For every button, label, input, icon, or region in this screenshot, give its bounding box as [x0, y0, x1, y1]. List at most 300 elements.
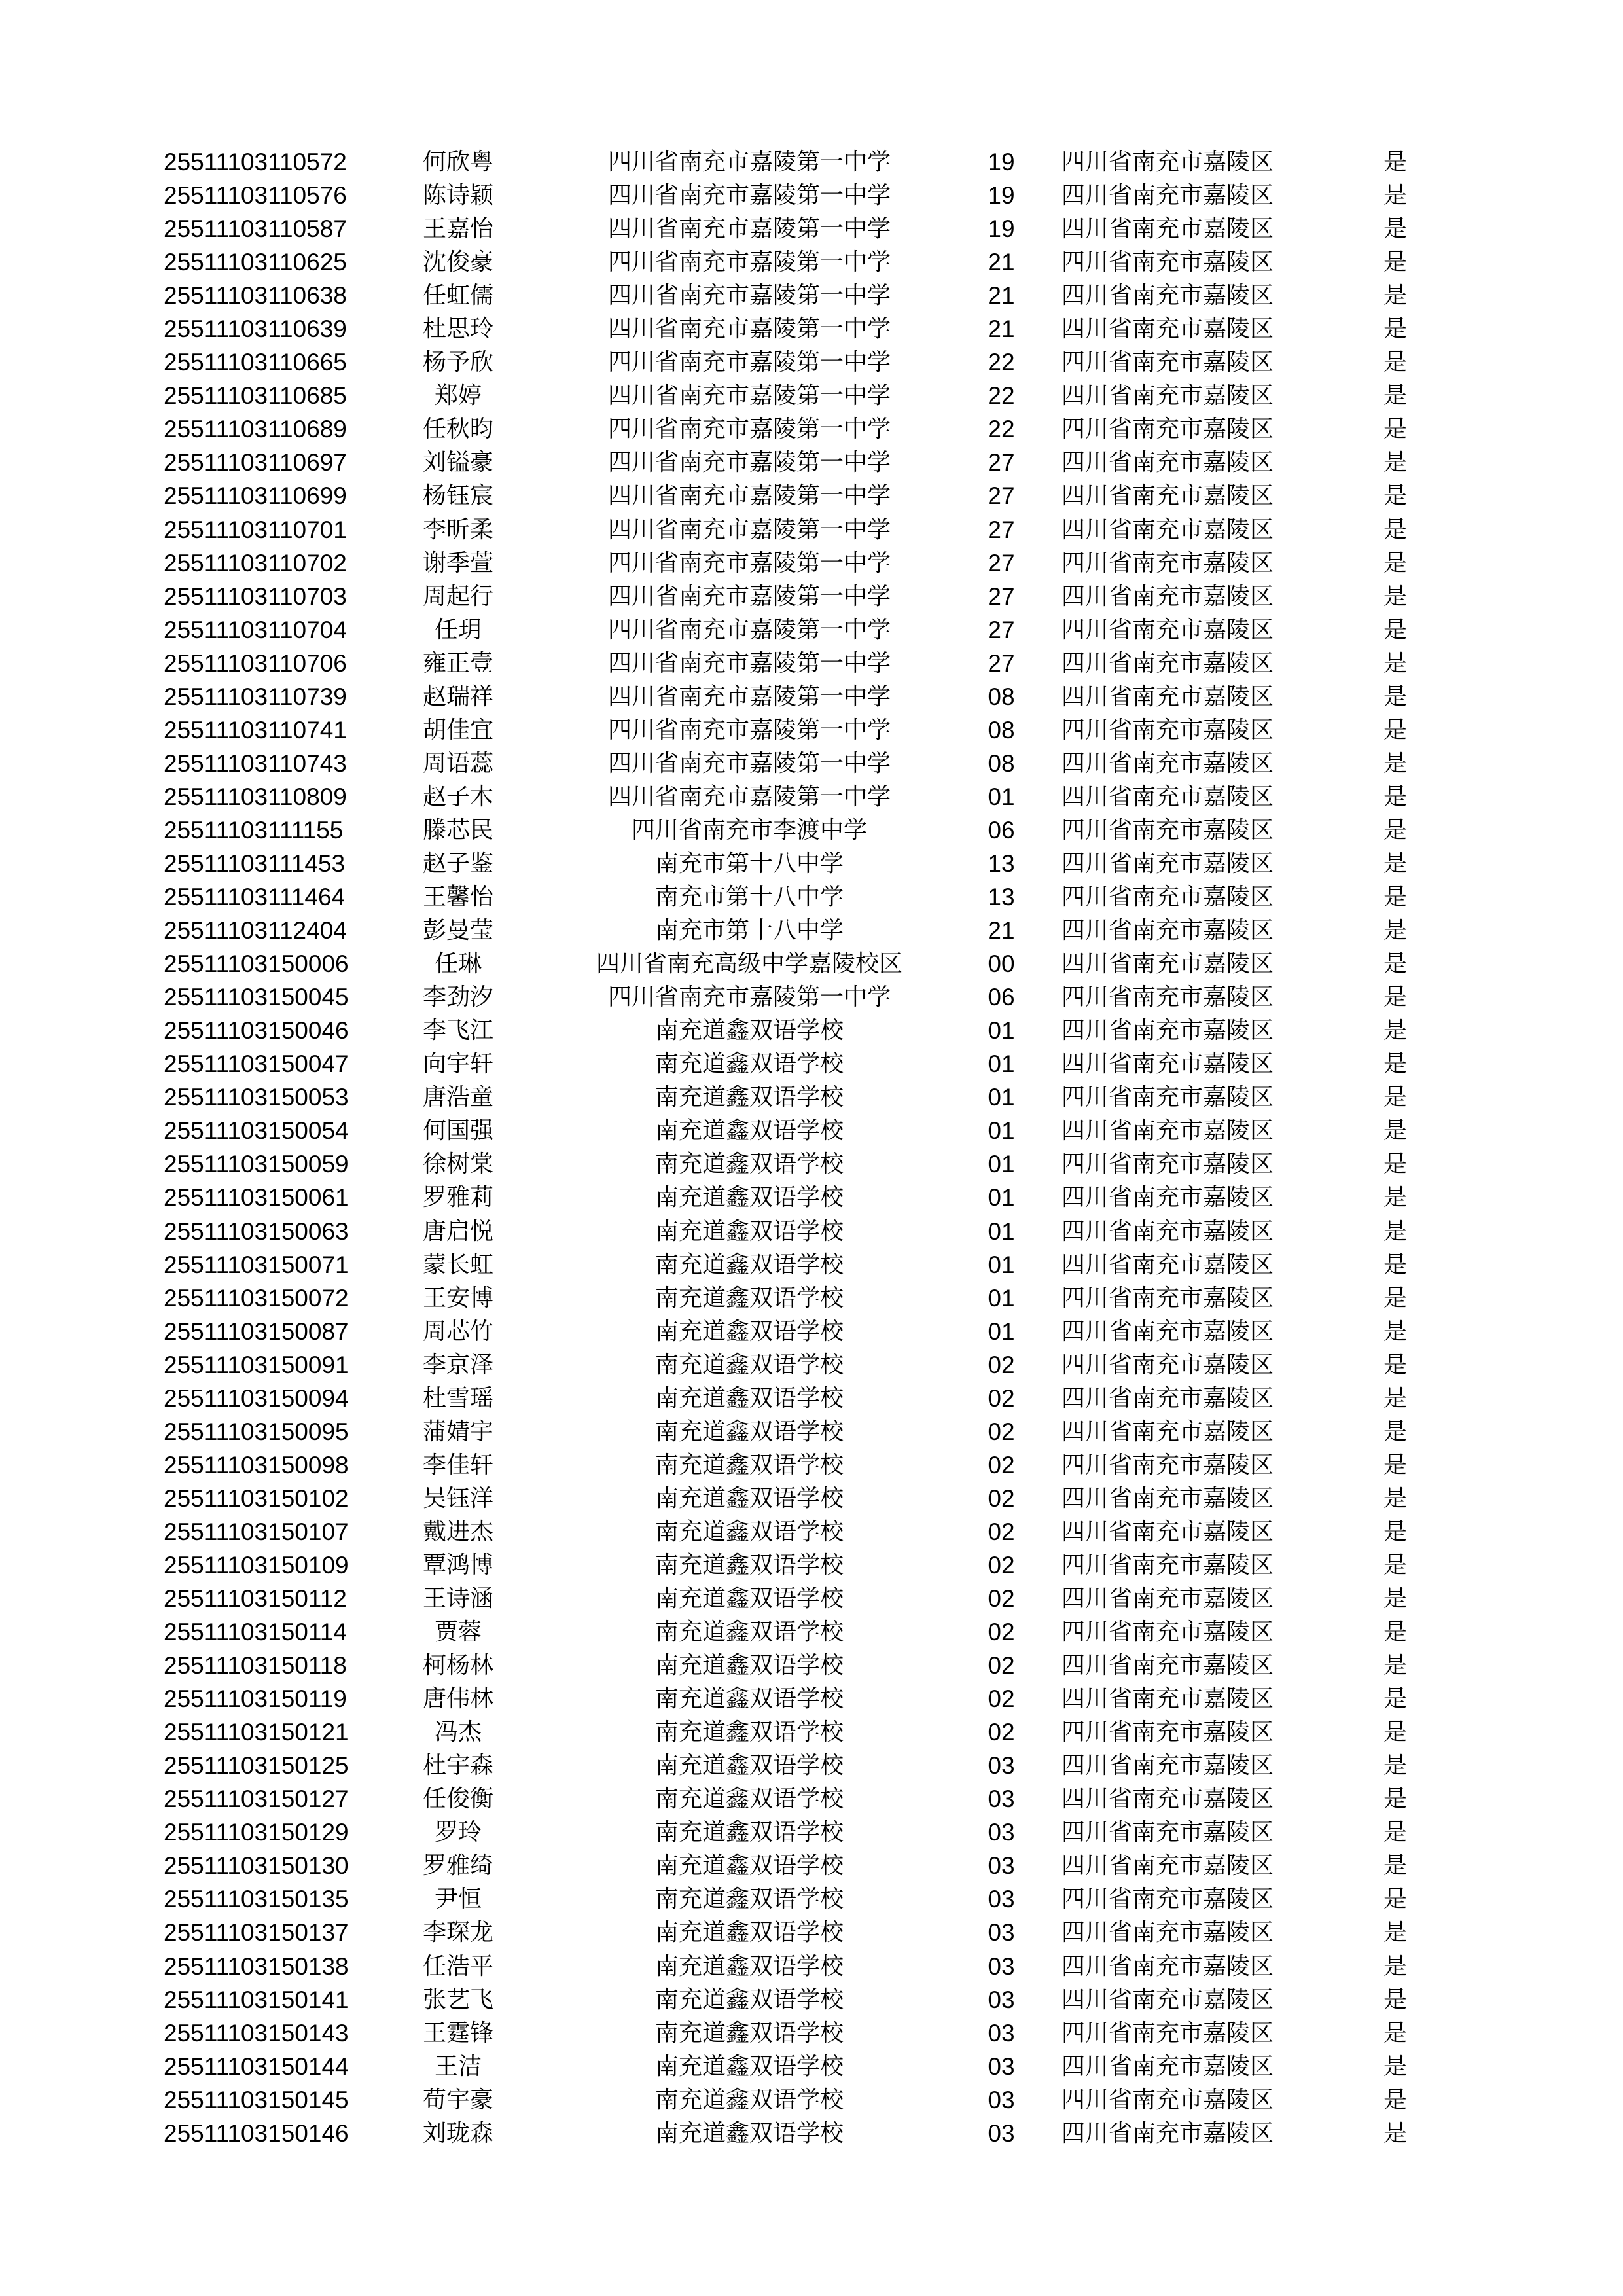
region: 四川省南充市嘉陵区 [1061, 2119, 1274, 2147]
student-name: 任秋昀 [422, 416, 493, 443]
class-number: 08 [988, 716, 1015, 744]
table-row [0, 747, 1623, 780]
table-row [0, 1749, 1623, 1782]
class-number: 27 [988, 449, 1015, 476]
region: 四川省南充市嘉陵区 [1061, 1318, 1274, 1345]
class-number: 22 [988, 382, 1015, 410]
region: 四川省南充市嘉陵区 [1061, 1852, 1274, 1880]
student-id: 25511103110638 [164, 282, 347, 310]
student-id: 25511103150107 [164, 1518, 349, 1545]
student-name: 唐浩童 [422, 1084, 493, 1111]
table-row [0, 1882, 1623, 1916]
school-name: 南充道鑫双语学校 [654, 2019, 844, 2047]
school-name: 四川省南充市嘉陵第一中学 [607, 149, 891, 175]
region: 四川省南充市嘉陵区 [1061, 649, 1274, 677]
table-row [0, 780, 1623, 814]
table-row [0, 713, 1623, 747]
region: 四川省南充市嘉陵区 [1061, 382, 1274, 410]
region: 四川省南充市嘉陵区 [1061, 249, 1274, 276]
region: 四川省南充市嘉陵区 [1061, 1551, 1274, 1579]
class-number: 13 [988, 850, 1015, 877]
class-number: 27 [988, 583, 1015, 610]
student-name: 杜思玲 [422, 315, 493, 343]
class-number: 02 [988, 1551, 1015, 1579]
school-name: 南充道鑫双语学校 [654, 1418, 844, 1445]
status-flag: 是 [1383, 583, 1408, 610]
status-flag: 是 [1383, 349, 1408, 376]
status-flag: 是 [1383, 1418, 1408, 1445]
class-number: 21 [988, 249, 1015, 276]
school-name: 四川省南充市李渡中学 [631, 816, 867, 844]
student-id: 25511103111464 [164, 884, 346, 911]
table-row [0, 479, 1623, 512]
school-name: 南充道鑫双语学校 [654, 1886, 844, 1913]
student-id: 25511103150091 [164, 1351, 349, 1378]
table-row [0, 1315, 1623, 1348]
class-number: 02 [988, 1418, 1015, 1445]
student-name: 谢季萱 [422, 549, 493, 577]
student-name: 张艺飞 [422, 1986, 493, 2013]
school-name: 南充道鑫双语学校 [654, 2053, 844, 2080]
table-row [0, 814, 1623, 847]
status-flag: 是 [1383, 1151, 1408, 1178]
school-name: 四川省南充市嘉陵第一中学 [607, 215, 891, 243]
student-id: 25511103150143 [164, 2019, 349, 2047]
school-name: 南充道鑫双语学校 [654, 1719, 844, 1746]
table-row [0, 1282, 1623, 1315]
school-name: 南充道鑫双语学校 [654, 1551, 844, 1579]
student-name: 王嘉怡 [422, 215, 493, 243]
class-number: 19 [988, 215, 1015, 243]
table-row [0, 2117, 1623, 2150]
region: 四川省南充市嘉陵区 [1061, 1217, 1274, 1245]
school-name: 南充道鑫双语学校 [654, 1652, 844, 1679]
status-flag: 是 [1383, 416, 1408, 443]
student-name: 罗雅绮 [422, 1852, 493, 1880]
student-id: 25511103150045 [164, 984, 349, 1011]
region: 四川省南充市嘉陵区 [1061, 850, 1274, 877]
student-id: 25511103110697 [164, 449, 347, 476]
table-row [0, 547, 1623, 580]
student-name: 覃鸿博 [422, 1551, 493, 1579]
region: 四川省南充市嘉陵区 [1061, 950, 1274, 978]
class-number: 22 [988, 416, 1015, 443]
table-row [0, 312, 1623, 346]
table-row [0, 1615, 1623, 1649]
table-row [0, 1081, 1623, 1114]
table-row [0, 1515, 1623, 1549]
student-name: 罗雅莉 [422, 1184, 493, 1211]
class-number: 03 [988, 1886, 1015, 1913]
table-row [0, 1849, 1623, 1882]
region: 四川省南充市嘉陵区 [1061, 1251, 1274, 1278]
status-flag: 是 [1383, 884, 1408, 911]
student-name: 李京泽 [422, 1351, 493, 1378]
student-name: 蒲婧宇 [422, 1418, 493, 1445]
table-row [0, 1582, 1623, 1615]
school-name: 四川省南充市嘉陵第一中学 [607, 482, 891, 510]
status-flag: 是 [1383, 1952, 1408, 1980]
class-number: 01 [988, 1284, 1015, 1312]
status-flag: 是 [1383, 182, 1408, 209]
student-id: 25511103110625 [164, 249, 347, 276]
table-row [0, 680, 1623, 713]
class-number: 01 [988, 1184, 1015, 1211]
class-number: 01 [988, 1017, 1015, 1045]
class-number: 03 [988, 2119, 1015, 2147]
school-name: 四川省南充市嘉陵第一中学 [607, 649, 891, 677]
region: 四川省南充市嘉陵区 [1061, 416, 1274, 443]
student-id: 25511103150054 [164, 1117, 349, 1145]
class-number: 13 [988, 884, 1015, 911]
status-flag: 是 [1383, 1752, 1408, 1780]
region: 四川省南充市嘉陵区 [1061, 583, 1274, 610]
student-id: 25511103150144 [164, 2053, 349, 2080]
school-name: 南充道鑫双语学校 [654, 1384, 844, 1412]
class-number: 02 [988, 1484, 1015, 1512]
status-flag: 是 [1383, 783, 1408, 810]
region: 四川省南充市嘉陵区 [1061, 917, 1274, 944]
school-name: 四川省南充市嘉陵第一中学 [607, 549, 891, 577]
school-name: 南充道鑫双语学校 [654, 1084, 844, 1111]
region: 四川省南充市嘉陵区 [1061, 1919, 1274, 1946]
student-name: 王霆锋 [422, 2019, 493, 2047]
student-name: 贾蓉 [434, 1619, 482, 1646]
student-name: 李琛龙 [422, 1919, 493, 1946]
student-id: 25511103110572 [164, 149, 347, 175]
table-row [0, 647, 1623, 680]
region: 四川省南充市嘉陵区 [1061, 1886, 1274, 1913]
status-flag: 是 [1383, 1484, 1408, 1512]
table-row [0, 1682, 1623, 1715]
student-name: 蒙长虹 [422, 1251, 493, 1278]
student-id: 25511103110704 [164, 616, 347, 643]
school-name: 四川省南充市嘉陵第一中学 [607, 616, 891, 643]
student-id: 25511103110689 [164, 416, 347, 443]
student-name: 彭曼莹 [422, 917, 493, 944]
class-number: 03 [988, 2086, 1015, 2113]
table-row [0, 914, 1623, 947]
status-flag: 是 [1383, 449, 1408, 476]
school-name: 四川省南充市嘉陵第一中学 [607, 416, 891, 443]
school-name: 南充道鑫双语学校 [654, 1017, 844, 1045]
class-number: 01 [988, 1117, 1015, 1145]
region: 四川省南充市嘉陵区 [1061, 1351, 1274, 1378]
student-id: 25511103150137 [164, 1919, 349, 1946]
table-row [0, 1816, 1623, 1849]
table-row [0, 1950, 1623, 1983]
student-id: 25511103150121 [164, 1719, 349, 1746]
student-id: 25511103150094 [164, 1384, 349, 1412]
table-row [0, 1181, 1623, 1214]
student-id: 25511103110703 [164, 583, 347, 610]
table-row [0, 179, 1623, 212]
table-row [0, 1415, 1623, 1448]
school-name: 南充道鑫双语学校 [654, 1484, 844, 1512]
student-name: 王馨怡 [422, 884, 493, 911]
school-name: 南充道鑫双语学校 [654, 1451, 844, 1479]
student-id: 25511103110701 [164, 516, 347, 543]
class-number: 02 [988, 1518, 1015, 1545]
table-row [0, 212, 1623, 245]
student-name: 吴钰洋 [422, 1484, 493, 1512]
region: 四川省南充市嘉陵区 [1061, 1284, 1274, 1312]
school-name: 南充道鑫双语学校 [654, 1318, 844, 1345]
school-name: 四川省南充市嘉陵第一中学 [607, 315, 891, 343]
student-id: 25511103110706 [164, 649, 347, 677]
student-name: 王诗涵 [422, 1585, 493, 1613]
region: 四川省南充市嘉陵区 [1061, 1184, 1274, 1211]
student-id: 25511103110587 [164, 215, 347, 243]
student-name: 杜宇森 [422, 1752, 493, 1780]
status-flag: 是 [1383, 1318, 1408, 1345]
table-row [0, 2083, 1623, 2117]
school-name: 南充道鑫双语学校 [654, 1919, 844, 1946]
table-row [0, 1114, 1623, 1147]
class-number: 03 [988, 1785, 1015, 1813]
student-name: 李昕柔 [422, 516, 493, 543]
region: 四川省南充市嘉陵区 [1061, 683, 1274, 710]
student-name: 滕芯民 [422, 816, 493, 844]
student-id: 25511103111155 [164, 816, 344, 844]
status-flag: 是 [1383, 1251, 1408, 1278]
class-number: 21 [988, 282, 1015, 310]
table-row [0, 1916, 1623, 1949]
school-name: 四川省南充市嘉陵第一中学 [607, 282, 891, 310]
class-number: 02 [988, 1652, 1015, 1679]
status-flag: 是 [1383, 2053, 1408, 2080]
student-name: 冯杰 [434, 1719, 482, 1746]
student-name: 沈俊豪 [422, 249, 493, 276]
table-row [0, 1782, 1623, 1816]
table-row [0, 1448, 1623, 1482]
student-name: 任俊衡 [422, 1785, 493, 1813]
class-number: 08 [988, 683, 1015, 710]
student-name: 何国强 [422, 1117, 493, 1145]
class-number: 02 [988, 1685, 1015, 1713]
status-flag: 是 [1383, 984, 1408, 1011]
student-id: 25511103110739 [164, 683, 347, 710]
status-flag: 是 [1383, 516, 1408, 543]
table-row [0, 1215, 1623, 1248]
student-id: 25511103110639 [164, 315, 347, 343]
table-row [0, 1014, 1623, 1047]
region: 四川省南充市嘉陵区 [1061, 1952, 1274, 1980]
student-name: 杜雪瑶 [422, 1384, 493, 1412]
school-name: 南充市第十八中学 [654, 917, 844, 944]
region: 四川省南充市嘉陵区 [1061, 984, 1274, 1011]
student-id: 25511103150059 [164, 1151, 349, 1178]
student-id: 25511103150125 [164, 1752, 349, 1780]
school-name: 四川省南充市嘉陵第一中学 [607, 683, 891, 710]
class-number: 06 [988, 816, 1015, 844]
class-number: 03 [988, 2019, 1015, 2047]
school-name: 四川省南充市嘉陵第一中学 [607, 182, 891, 209]
student-id: 25511103110699 [164, 482, 347, 510]
status-flag: 是 [1383, 1451, 1408, 1479]
status-flag: 是 [1383, 1819, 1408, 1846]
region: 四川省南充市嘉陵区 [1061, 2019, 1274, 2047]
class-number: 01 [988, 1084, 1015, 1111]
status-flag: 是 [1383, 1986, 1408, 2013]
class-number: 01 [988, 1217, 1015, 1245]
status-flag: 是 [1383, 2086, 1408, 2113]
student-id: 25511103150118 [164, 1652, 347, 1679]
region: 四川省南充市嘉陵区 [1061, 149, 1274, 175]
class-number: 19 [988, 149, 1015, 175]
student-name: 赵瑞祥 [422, 683, 493, 710]
status-flag: 是 [1383, 1084, 1408, 1111]
student-id: 25511103150063 [164, 1217, 349, 1245]
class-number: 06 [988, 984, 1015, 1011]
region: 四川省南充市嘉陵区 [1061, 816, 1274, 844]
student-id: 25511103150006 [164, 950, 349, 978]
status-flag: 是 [1383, 315, 1408, 343]
region: 四川省南充市嘉陵区 [1061, 1050, 1274, 1078]
class-number: 01 [988, 783, 1015, 810]
table-row [0, 379, 1623, 412]
class-number: 21 [988, 315, 1015, 343]
student-id: 25511103150047 [164, 1050, 349, 1078]
school-name: 南充道鑫双语学校 [654, 1952, 844, 1980]
student-id: 25511103150061 [164, 1184, 349, 1211]
status-flag: 是 [1383, 282, 1408, 310]
class-number: 03 [988, 1752, 1015, 1780]
table-row [0, 1047, 1623, 1081]
region: 四川省南充市嘉陵区 [1061, 1151, 1274, 1178]
region: 四川省南充市嘉陵区 [1061, 1652, 1274, 1679]
student-id: 25511103150087 [164, 1318, 349, 1345]
region: 四川省南充市嘉陵区 [1061, 1451, 1274, 1479]
student-id: 25511103150053 [164, 1084, 349, 1111]
student-id: 25511103150130 [164, 1852, 349, 1880]
student-name: 向宇轩 [422, 1050, 493, 1078]
status-flag: 是 [1383, 1652, 1408, 1679]
student-id: 25511103110741 [164, 716, 347, 744]
status-flag: 是 [1383, 382, 1408, 410]
student-id: 25511103150145 [164, 2086, 349, 2113]
student-id: 25511103112404 [164, 917, 347, 944]
class-number: 02 [988, 1384, 1015, 1412]
school-name: 四川省南充市嘉陵第一中学 [607, 583, 891, 610]
region: 四川省南充市嘉陵区 [1061, 749, 1274, 777]
class-number: 21 [988, 917, 1015, 944]
school-name: 四川省南充市嘉陵第一中学 [607, 349, 891, 376]
status-flag: 是 [1383, 1351, 1408, 1378]
region: 四川省南充市嘉陵区 [1061, 2053, 1274, 2080]
status-flag: 是 [1383, 1117, 1408, 1145]
student-name: 王洁 [434, 2053, 482, 2080]
status-flag: 是 [1383, 716, 1408, 744]
class-number: 02 [988, 1451, 1015, 1479]
table-row [0, 346, 1623, 379]
table-row [0, 2017, 1623, 2050]
student-id: 25511103150119 [164, 1685, 347, 1713]
region: 四川省南充市嘉陵区 [1061, 1752, 1274, 1780]
region: 四川省南充市嘉陵区 [1061, 884, 1274, 911]
status-flag: 是 [1383, 816, 1408, 844]
region: 四川省南充市嘉陵区 [1061, 2086, 1274, 2113]
status-flag: 是 [1383, 749, 1408, 777]
student-id: 25511103110665 [164, 349, 347, 376]
region: 四川省南充市嘉陵区 [1061, 1719, 1274, 1746]
class-number: 01 [988, 1050, 1015, 1078]
status-flag: 是 [1383, 1384, 1408, 1412]
student-name: 郑婷 [434, 382, 482, 410]
student-id: 25511103150112 [164, 1585, 347, 1613]
class-number: 03 [988, 1852, 1015, 1880]
class-number: 03 [988, 1819, 1015, 1846]
table-row [0, 1382, 1623, 1415]
school-name: 南充道鑫双语学校 [654, 1585, 844, 1613]
status-flag: 是 [1383, 1284, 1408, 1312]
region: 四川省南充市嘉陵区 [1061, 1384, 1274, 1412]
student-name: 刘珑森 [422, 2119, 493, 2147]
student-name: 戴进杰 [422, 1518, 493, 1545]
student-id: 25511103150127 [164, 1785, 349, 1813]
student-id: 25511103150114 [164, 1619, 347, 1646]
region: 四川省南充市嘉陵区 [1061, 1117, 1274, 1145]
region: 四川省南充市嘉陵区 [1061, 349, 1274, 376]
school-name: 南充道鑫双语学校 [654, 1685, 844, 1713]
class-number: 02 [988, 1719, 1015, 1746]
status-flag: 是 [1383, 616, 1408, 643]
student-id: 25511103110809 [164, 783, 347, 810]
region: 四川省南充市嘉陵区 [1061, 182, 1274, 209]
school-name: 四川省南充市嘉陵第一中学 [607, 249, 891, 276]
student-id: 25511103111453 [164, 850, 346, 877]
school-name: 南充道鑫双语学校 [654, 1351, 844, 1378]
status-flag: 是 [1383, 1518, 1408, 1545]
school-name: 南充道鑫双语学校 [654, 1217, 844, 1245]
student-name: 李飞江 [422, 1017, 493, 1045]
student-id: 25511103150071 [164, 1251, 349, 1278]
status-flag: 是 [1383, 917, 1408, 944]
region: 四川省南充市嘉陵区 [1061, 549, 1274, 577]
student-name: 罗玲 [434, 1819, 482, 1846]
school-name: 四川省南充高级中学嘉陵校区 [596, 950, 902, 978]
class-number: 27 [988, 616, 1015, 643]
school-name: 南充道鑫双语学校 [654, 1852, 844, 1880]
table-row [0, 580, 1623, 613]
student-name: 任琳 [434, 950, 482, 978]
student-name: 任浩平 [422, 1952, 493, 1980]
school-name: 南充道鑫双语学校 [654, 1619, 844, 1646]
class-number: 03 [988, 1919, 1015, 1946]
student-id: 25511103110702 [164, 549, 347, 577]
table-row [0, 880, 1623, 914]
student-id: 25511103150138 [164, 1952, 349, 1980]
student-id: 25511103150146 [164, 2119, 349, 2147]
student-id: 25511103150135 [164, 1886, 349, 1913]
class-number: 00 [988, 950, 1015, 978]
status-flag: 是 [1383, 1719, 1408, 1746]
school-name: 南充道鑫双语学校 [654, 1752, 844, 1780]
status-flag: 是 [1383, 2119, 1408, 2147]
status-flag: 是 [1383, 683, 1408, 710]
school-name: 南充道鑫双语学校 [654, 1050, 844, 1078]
table-row [0, 980, 1623, 1014]
region: 四川省南充市嘉陵区 [1061, 315, 1274, 343]
table-row [0, 1348, 1623, 1382]
class-number: 27 [988, 516, 1015, 543]
student-id: 25511103150102 [164, 1484, 349, 1512]
student-name: 刘镒豪 [422, 449, 493, 476]
table-row [0, 412, 1623, 446]
class-number: 02 [988, 1585, 1015, 1613]
status-flag: 是 [1383, 1585, 1408, 1613]
student-name: 唐启悦 [422, 1217, 493, 1245]
